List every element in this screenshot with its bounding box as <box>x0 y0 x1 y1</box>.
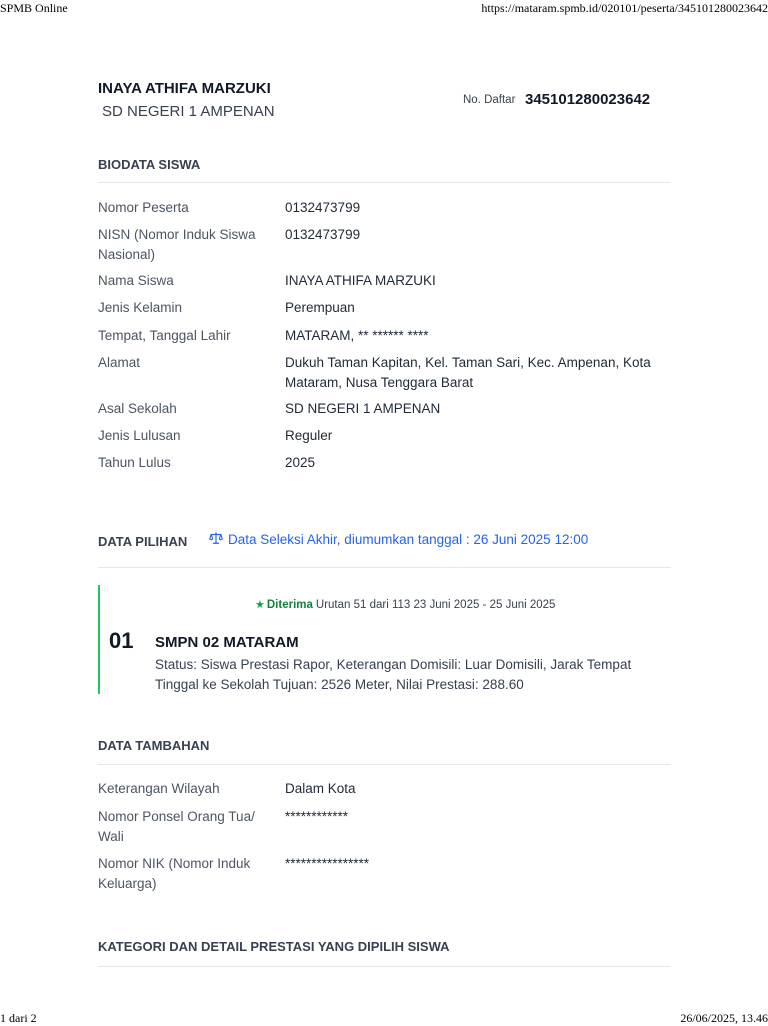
selection-announcement <box>209 531 588 547</box>
field-value: Perempuan <box>285 300 355 315</box>
choice-school-name: SMPN 02 MATARAM <box>155 634 299 651</box>
ranking-info: Urutan 51 dari 113 23 Juni 2025 - 25 Juni 2025 <box>315 599 556 611</box>
field-value: Reguler <box>285 428 333 443</box>
divider <box>98 567 671 568</box>
scale-icon <box>209 531 223 545</box>
field-label: Jenis Lulusan <box>98 428 181 443</box>
field-label: Alamat <box>98 355 141 370</box>
section-title-tambahan: DATA TAMBAHAN <box>98 738 210 753</box>
field-label: Keterangan Wilayah <box>98 781 220 796</box>
field-value: INAYA ATHIFA MARZUKI <box>285 273 436 288</box>
student-name: INAYA ATHIFA MARZUKI <box>98 80 271 97</box>
registration-number: 345101280023642 <box>525 91 651 108</box>
field-value: 0132473799 <box>285 200 361 215</box>
field-label: NISN (Nomor Induk Siswa Nasional) <box>98 227 256 262</box>
field-label: Jenis Kelamin <box>98 300 183 315</box>
field-value: Dukuh Taman Kapitan, Kel. Taman Sari, Kec. Ampenan, Kota Mataram, Nusa Tenggara Barat <box>285 355 651 390</box>
section-title-biodata: BIODATA SISWA <box>98 157 201 172</box>
field-value: SD NEGERI 1 AMPENAN <box>285 401 441 416</box>
registration-label: No. Daftar <box>463 94 516 106</box>
print-page-title: SPMB Online <box>0 1 68 15</box>
divider <box>98 966 671 967</box>
page-indicator: 1 dari 2 <box>0 1011 37 1025</box>
divider <box>98 764 671 765</box>
field-label: Nama Siswa <box>98 273 174 288</box>
field-label: Tahun Lulus <box>98 455 171 470</box>
print-header <box>0 0 768 16</box>
field-label: Asal Sekolah <box>98 401 177 416</box>
field-value: **************** <box>285 856 370 871</box>
student-school: SD NEGERI 1 AMPENAN <box>102 103 275 120</box>
field-label: Nomor Peserta <box>98 200 189 215</box>
choice-meta <box>255 598 555 611</box>
field-value: MATARAM, ** ****** **** <box>285 328 429 343</box>
field-value: 0132473799 <box>285 227 361 242</box>
field-value: 2025 <box>285 455 316 470</box>
field-label: Nomor NIK (Nomor Induk Keluarga) <box>98 856 251 891</box>
divider <box>98 182 671 183</box>
section-title-pilihan: DATA PILIHAN <box>98 534 188 549</box>
print-url[interactable]: https://mataram.spmb.id/020101/peserta/345101280023642 <box>481 1 768 15</box>
announcement-text: Data Seleksi Akhir, diumumkan tanggal : 26 Juni 2025 12:00 <box>228 532 589 547</box>
choice-number: 01 <box>109 628 134 653</box>
choice-status-text: Status: Siswa Prestasi Rapor, Keterangan Domisili: Luar Domisili, Jarak Tempat Tinggal ke Sekolah Tujuan: 2526 Meter, Nilai Prestasi: 288.60 <box>155 657 632 692</box>
field-value: ************ <box>285 809 349 824</box>
accepted-badge: Diterima <box>266 599 313 611</box>
print-timestamp: 26/06/2025, 13.46 <box>680 1011 768 1025</box>
field-label: Nomor Ponsel Orang Tua/ Wali <box>98 809 255 844</box>
field-value: Dalam Kota <box>285 781 356 796</box>
star-icon: ★ <box>255 599 265 611</box>
section-title-prestasi: KATEGORI DAN DETAIL PRESTASI YANG DIPILIH SISWA <box>98 939 450 954</box>
field-label: Tempat, Tanggal Lahir <box>98 328 231 343</box>
school-choice-card <box>98 585 673 694</box>
